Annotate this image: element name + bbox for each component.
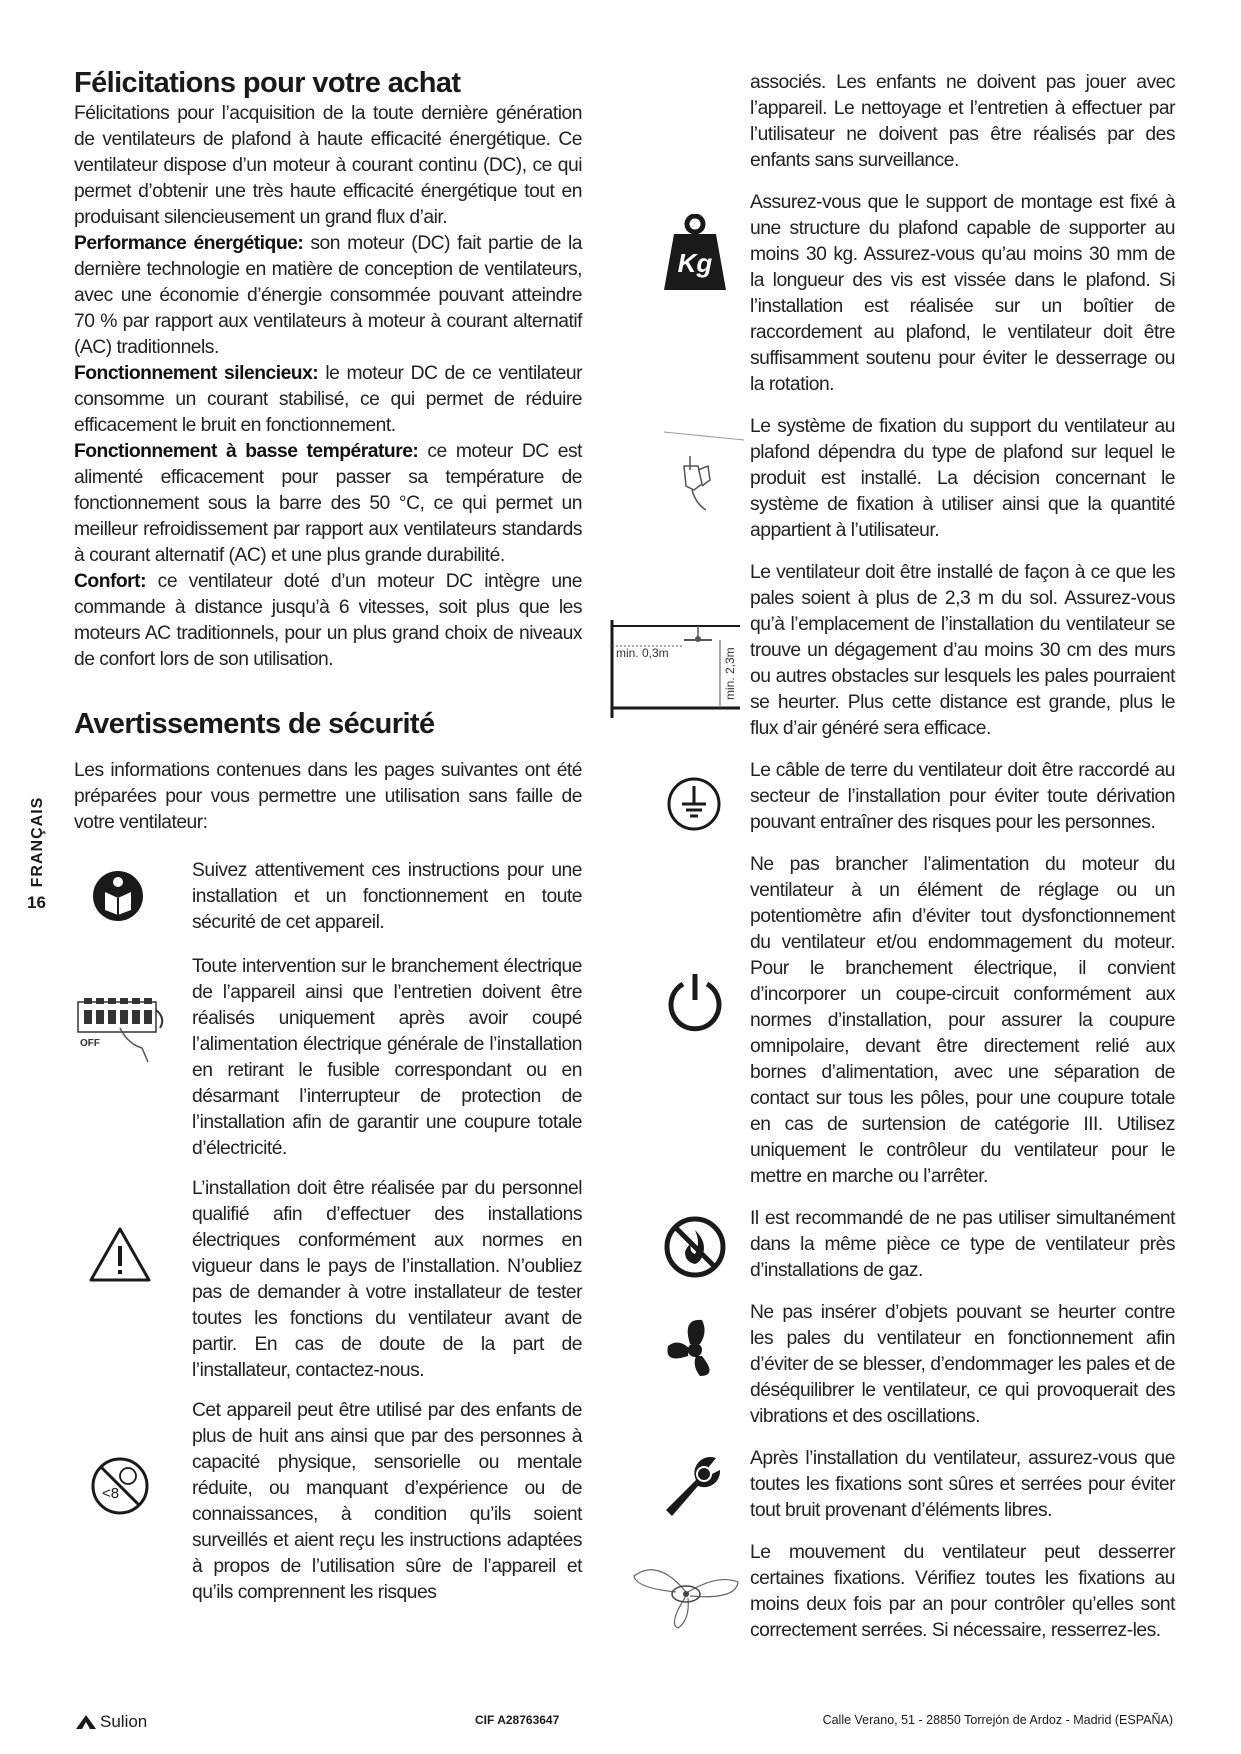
- warning-text: Toute intervention sur le branchement électrique de l’appareil ainsi que l’entretien doivent être réalisés uniquement après avoir coupé l’alimentation électrique générale de l’installation en retirant le fusible correspondant ou en désarmant l’interrupteur de protection de l’installation afin de garantir une coupure totale d’électricité.: [192, 955, 582, 1159]
- warning-weight: [677, 190, 1175, 398]
- wrench-icon: [658, 1450, 728, 1525]
- language-label: FRANÇAIS: [29, 796, 46, 888]
- warning-text: Le système de fixation du support du ventilateur au plafond dépendra du type de plafond sur lequel le produit est installé. La décision concernant le système de fixation à utiliser ainsi que la quantité appartient à l’utilisateur.: [750, 416, 1175, 541]
- warning-text: Cet appareil peut être utilisé par des enfants de plus de huit ans ainsi que par des personnes à capacité physique, sensorielle ou mentale réduite, ou manquant d’expérience ou de connaissances, à condition qu’ils soient surveillés et aient reçu les instructions adaptées à propos de l’utilisation sûre de l’appareil et qu’ils comprennent les risques: [192, 1399, 582, 1603]
- warning-breaker: [74, 954, 582, 1162]
- warning-text: Ne pas insérer d’objets pouvant se heurter contre les pales du ventilateur en fonctionnement afin d’éviter de se blesser, d’endommager les pales et de déséquilibrer le ventilateur, ce qui provoquerait des vibrations et des oscillations.: [750, 1302, 1175, 1427]
- warning-text: Suivez attentivement ces instructions pour une installation et un fonctionnement en toute sécurité de cet appareil.: [192, 859, 582, 933]
- warning-gas: [750, 1206, 1175, 1284]
- intro-paragraph: Félicitations pour l’acquisition de la toute dernière génération de ventilateurs de plafond à haute efficacité énergétique. Ce ventilateur dispose d’un moteur à courant continu (DC), ce qui permet d’obtenir une très haute efficacité énergétique tout en produisant silencieusement un grand flux d’air.: [74, 102, 582, 228]
- page-number: 16: [27, 893, 46, 912]
- feature-label: Confort:: [74, 570, 147, 592]
- wall-clearance-label: min. 0,3m: [616, 646, 669, 660]
- feature-text: le moteur DC de ce ventilateur consomme un courant stabilisé, ce qui permet de réduire efficacement le bruit en fonctionnement.: [74, 362, 582, 436]
- warning-text: L’installation doit être réalisée par du personnel qualifié afin d’effectuer des installations électriques conformément aux normes en vigueur dans le pays de l’installation. N’oubliez pas de demander à votre installateur de tester toutes les fonctions du ventilateur avant de partir. En cas de doute de la part de l’installateur, contactez-nous.: [192, 1177, 582, 1381]
- feature-performance: [74, 231, 582, 361]
- feature-label: Fonctionnement à basse température:: [74, 440, 419, 462]
- warning-fixings: [750, 1446, 1175, 1524]
- no-children-icon: [90, 1456, 150, 1521]
- warning-text: Le câble de terre du ventilateur doit être raccordé au secteur de l’installation pour éviter toute dérivation pouvant entraîner des risques pour les personnes.: [750, 760, 1175, 833]
- safety-intro: Les informations contenues dans les pages suivantes ont été préparées pour vous permettre une utilisation sans faille de votre ventilateur:: [74, 759, 582, 833]
- no-flame-icon: [664, 1216, 726, 1283]
- manual-icon: [92, 870, 144, 927]
- children-continuation: associés. Les enfants ne doivent pas jouer avec l’appareil. Le nettoyage et l’entretien à effectuer par l’utilisateur ne doivent pas être réalisés par des enfants sans surveillance.: [750, 72, 1175, 171]
- sulion-logo-icon: [76, 1715, 96, 1729]
- warning-text: Le ventilateur doit être installé de façon à ce que les pales soient à plus de 2,3 m du sol. Assurez-vous qu’à l’emplacement de l’installation du ventilateur se trouve un dégagement d’au moins 30 cm des murs ou autres obstacles sur lesquels les pales pourraient se heurter. Plus cette distance est grande, plus le flux d’air généré sera efficace.: [750, 562, 1175, 739]
- warning-text: Après l’installation du ventilateur, assurez-vous que toutes les fixations sont sûres et serrées pour éviter tout bruit provenant d’éléments libres.: [750, 1448, 1175, 1521]
- warning-text: Il est recommandé de ne pas utiliser simultanément dans la même pièce ce type de ventilateur près d’installations de gaz.: [750, 1208, 1175, 1281]
- warning-mounting: [750, 414, 1175, 544]
- fan-check-icon: [628, 1554, 744, 1635]
- power-icon: [664, 970, 726, 1037]
- warning-manual: [74, 858, 582, 936]
- feature-text: son moteur (DC) fait partie de la dernière technologie en matière de conception de ventilateurs, avec une économie d’énergie consommée pouvant atteindre 70 % par rapport aux ventilateurs à moteur à courant alternatif (AC) traditionnels.: [74, 232, 582, 358]
- feature-low-temp: [74, 439, 582, 569]
- brand-name: Sulion: [100, 1712, 148, 1731]
- warning-power: [750, 852, 1175, 1190]
- company-cif: CIF A28763647: [475, 1713, 560, 1727]
- warning-clearance: [616, 560, 1175, 742]
- warning-triangle-icon: [88, 1226, 152, 1289]
- feature-text: ce ventilateur doté d’un moteur DC intègre une commande à distance jusqu’à 6 vitesses, soit plus que les moteurs AC traditionnels, pour un plus grand choix de niveaux de confort lors de son utilisation.: [74, 570, 582, 670]
- breaker-off-icon: [76, 988, 172, 1083]
- warning-check: [750, 1540, 1175, 1644]
- ground-icon: [666, 776, 722, 837]
- weight-kg-icon: [662, 214, 728, 297]
- company-address: Calle Verano, 51 - 28850 Torrejón de Ardoz - Madrid (ESPAÑA): [822, 1713, 1173, 1727]
- warning-text: Ne pas brancher l’alimentation du moteur du ventilateur à un élément de réglage ou un potentiomètre afin d’éviter tout dysfonctionnement du ventilateur et/ou endommagement du moteur. Pour le branchement électrique, il convient d’incorporer un coupe-circuit conformément aux normes d’installation, pour assurer la coupure omnipolaire, devant être directement relié aux bornes d’alimentation, avec une séparation de contact sur tous les pôles, pour une coupure totale en cas de surtension de catégorie III. Utilisez uniquement le contrôleur du ventilateur pour le mettre en marche ou l’arrêter.: [750, 854, 1175, 1187]
- section-title-congratulations: Félicitations pour votre achat: [74, 67, 461, 99]
- feature-label: Fonctionnement silencieux:: [74, 362, 319, 384]
- warning-qualified: [74, 1176, 582, 1384]
- warning-blades: [750, 1300, 1175, 1430]
- feature-silent: [74, 361, 582, 439]
- height-clearance-label: min. 2,3m: [723, 647, 737, 700]
- warning-text: Le mouvement du ventilateur peut desserrer certaines fixations. Vérifiez toutes les fixations au moins deux fois par an pour contrôler qu’elles sont correctement serrées. Si nécessaire, resserrez-les.: [750, 1542, 1175, 1641]
- left-column: [74, 66, 582, 1606]
- section-title-safety: Avertissements de sécurité: [74, 707, 435, 740]
- ceiling-mount-icon: [664, 426, 744, 517]
- feature-label: Performance énergétique:: [74, 232, 304, 254]
- brand-logo: [76, 1712, 147, 1732]
- clearance-diagram-icon: [610, 620, 740, 723]
- off-label: OFF: [80, 1037, 100, 1049]
- feature-text: ce moteur DC est alimenté efficacement pour passer sa température de fonctionnement sous la barre des 50 °C, ce qui permet un meilleur refroidissement par rapport aux ventilateurs standards à courant alternatif (AC) et une plus grande durabilité.: [74, 440, 582, 566]
- right-column: [616, 70, 1175, 1644]
- fan-blades-icon: [662, 1314, 728, 1385]
- warning-text: Assurez-vous que le support de montage est fixé à une structure du plafond capable de supporter au moins 30 kg. Assurez-vous qu’au moins 30 mm de la longueur des vis est vissée dans le plafond. Si l’installation est réalisée sur un boîtier de raccordement au plafond, le ventilateur doit être suffisamment soutenu pour éviter le desserrage ou la rotation.: [750, 192, 1175, 395]
- kg-label: Kg: [677, 248, 713, 278]
- warning-children: [74, 1398, 582, 1606]
- warning-ground: [750, 758, 1175, 836]
- feature-comfort: [74, 569, 582, 673]
- age-label: <8: [102, 1484, 120, 1502]
